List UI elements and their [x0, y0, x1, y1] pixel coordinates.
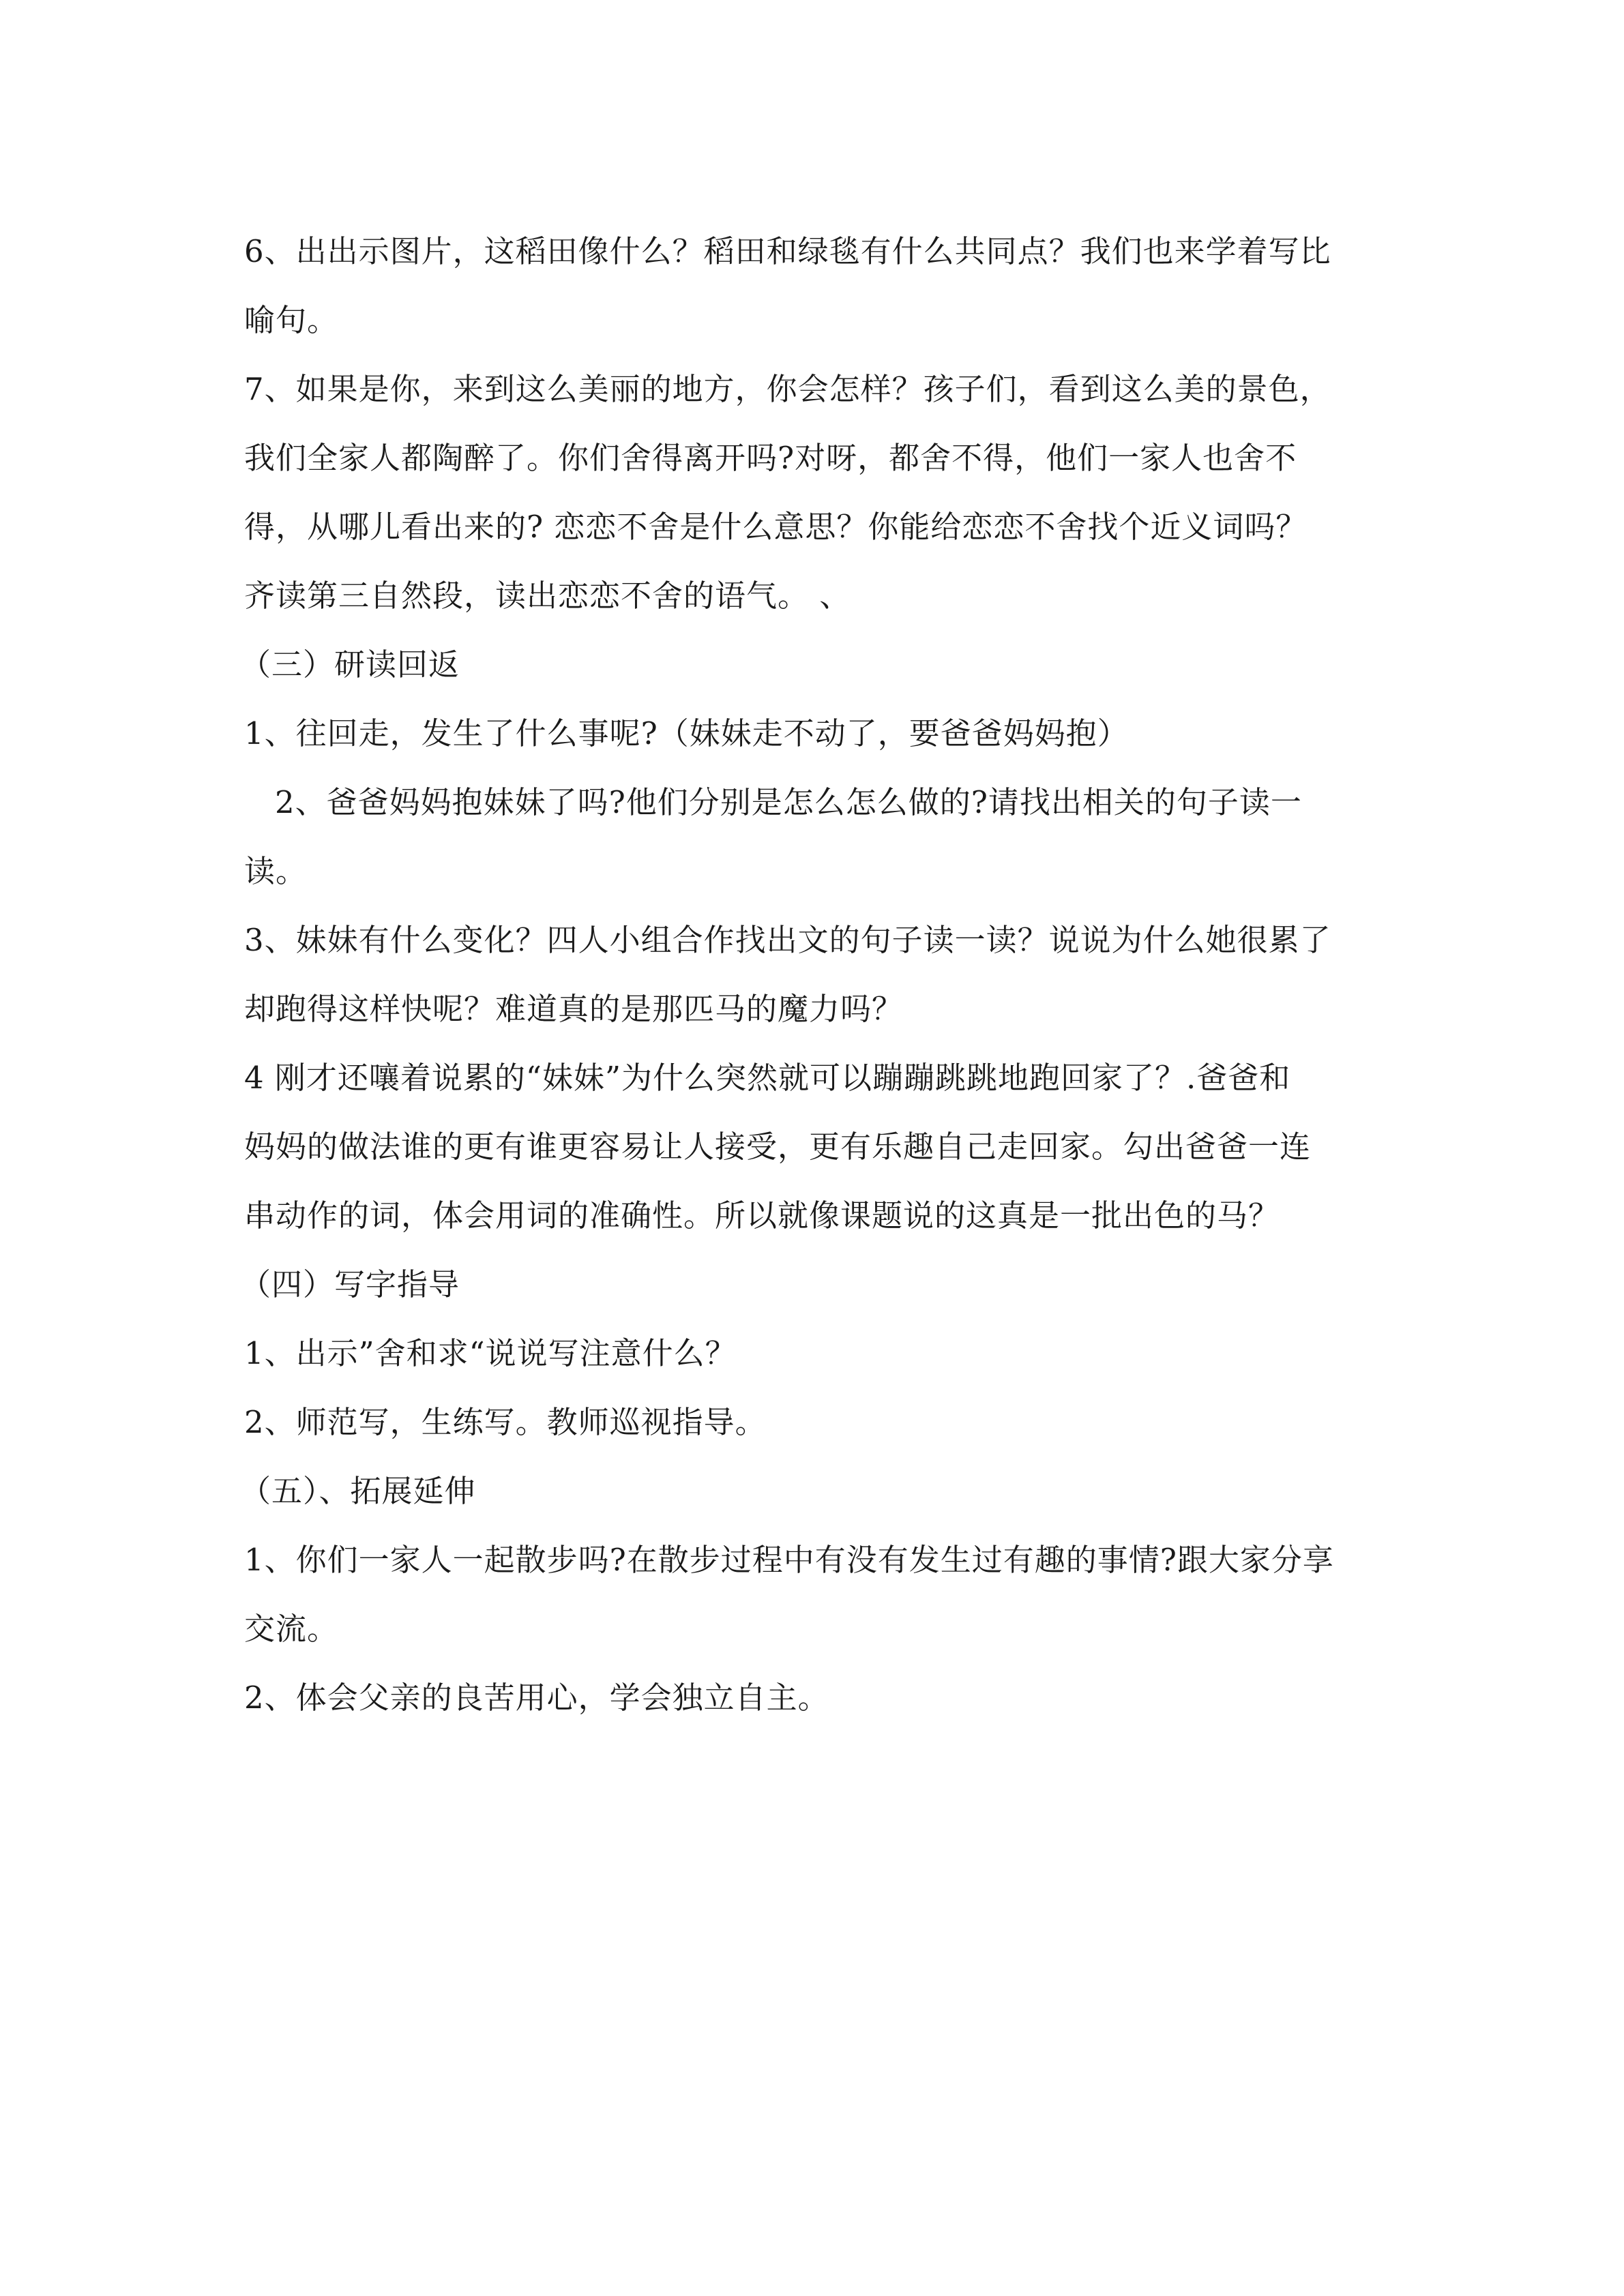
paragraph-line: 7、如果是你，来到这么美丽的地方，你会怎样？孩子们，看到这么美的景色， — [244, 371, 1331, 407]
section-heading-4: （四）写字指导 — [240, 1266, 460, 1302]
paragraph-line: 我们全家人都陶醉了。你们舍得离开吗?对呀，都舍不得，他们一家人也舍不 — [244, 440, 1297, 476]
paragraph-line: 交流。 — [244, 1611, 339, 1647]
paragraph-line: 串动作的词，体会用词的准确性。所以就像课题说的这真是一批出色的马？ — [244, 1197, 1280, 1234]
paragraph-line: 2、体会父亲的良苦用心，学会独立自主。 — [244, 1680, 829, 1716]
paragraph-line: 1、你们一家人一起散步吗?在散步过程中有没有发生过有趣的事情?跟大家分享 — [244, 1542, 1334, 1578]
section-heading-5: （五）、拓展延伸 — [240, 1473, 476, 1509]
paragraph-line: 6、出出示图片，这稻田像什么？稻田和绿毯有什么共同点？我们也来学着写比 — [244, 233, 1331, 269]
paragraph-line: 2、师范写，生练写。教师巡视指导。 — [244, 1404, 767, 1440]
paragraph-line: 1、出示”舍和求“说说写注意什么？ — [244, 1335, 737, 1371]
paragraph-line: 喻句。 — [244, 302, 339, 338]
paragraph-line: 4 刚才还嚷着说累的“妹妹”为什么突然就可以蹦蹦跳跳地跑回家了？.爸爸和 — [244, 1060, 1291, 1096]
paragraph-line: 1、往回走，发生了什么事呢?（妹妹走不动了，要爸爸妈妈抱） — [244, 715, 1129, 751]
paragraph-line: 却跑得这样快呢？难道真的是那匹马的魔力吗？ — [244, 991, 904, 1027]
paragraph-line: 得，从哪儿看出来的? 恋恋不舍是什么意思？你能给恋恋不舍找个近义词吗？ — [244, 509, 1308, 545]
paragraph-line: 3、妹妹有什么变化？四人小组合作找出文的句子读一读？说说为什么她很累了 — [244, 922, 1331, 958]
paragraph-line: 读。 — [244, 853, 308, 889]
document-body — [240, 217, 1390, 1732]
paragraph-line: 妈妈的做法谁的更有谁更容易让人接受，更有乐趣自己走回家。勾出爸爸一连 — [244, 1129, 1312, 1165]
paragraph-line: 2、爸爸妈妈抱妹妹了吗?他们分别是怎么怎么做的?请找出相关的句子读一 — [275, 784, 1302, 820]
section-heading-3: （三）研读回返 — [240, 646, 460, 683]
paragraph-line: 齐读第三自然段，读出恋恋不舍的语气。 、 — [244, 578, 851, 614]
